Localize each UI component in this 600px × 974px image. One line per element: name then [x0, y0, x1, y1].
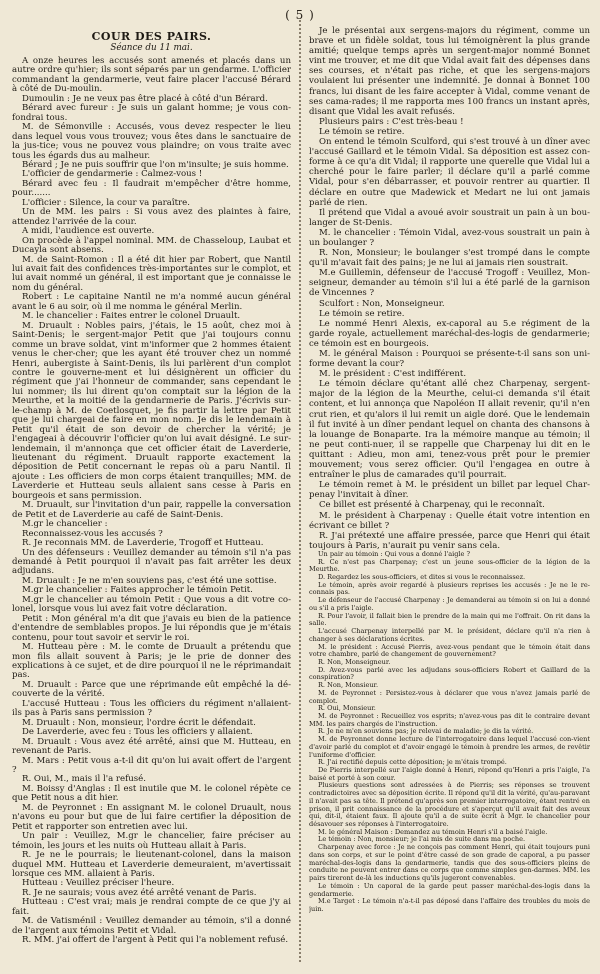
paragraph: L'officier de gendarmerie : Calmez-vous !: [22, 169, 203, 180]
paragraph: Un pair : Veuillez, M.gr le chancelier, faire préciser au témoin, les jours et les nuits où Hutteau allait à Paris.: [12, 831, 291, 851]
paragraph: M.gr le chancelier : Faites approcher le témoin Petit.: [22, 585, 253, 596]
paragraph: M. Hutteau père : M. le comte de Druault a prétendu que mon fils allait souvent à Paris; je le prie de donner des explications à ce sujet, et de dire pourquoi il ne le réprimandait pas.: [12, 642, 291, 681]
paragraph: M. le chancelier : Faites entrer le colonel Druault.: [22, 311, 241, 322]
paragraph: Le témoin : Non, monsieur; je l'ai mis de suite dans ma poche.: [318, 835, 526, 844]
paragraph: Le témoin : Un caporal de la garde peut passer maréchal-des-logis dans la gendarmerie.: [309, 881, 590, 898]
section-title: COUR DES PAIRS.: [91, 30, 212, 43]
paragraph: M. Druault, sur l'invitation d'un pair, rappelle la conversation de Petit et de Laverderie au café de Saint-Denis.: [12, 500, 291, 520]
paragraph: Petit : Mon général m'a dit que j'avais eu bien de la patience d'entendre de semblables propos. Je lui répondis que je m'étais contenu, pour tout savoir et servir le roi.: [12, 613, 291, 643]
paragraph: Un de MM. les pairs : Si vous avez des plaintes à faire, attendez l'arrivée de la cour.: [12, 207, 291, 227]
paragraph: M. de Peyronnet donne lecture de l'interrogatoire dans lequel l'accusé con-vient d'avoir parlé du complot et d'avoir engagé le témoin à prendre les armes, de revêtir l'uniforme d'officier.: [309, 735, 590, 759]
paragraph: Reconnaissez-vous les accusés ?: [22, 528, 163, 539]
paragraph: M. de Peyronnet : Recueillez vos esprits; n'avez-vous pas dit le contraire devant MM. les pairs chargés de l'instruction.: [309, 711, 590, 728]
paragraph: R. Je ne m'en souviens pas; je relevai de maladie; je dis la vérité.: [318, 727, 534, 736]
paragraph: Sculfort : Non, Monseigneur.: [319, 298, 445, 309]
paragraph: M. le chancelier : Témoin Vidal, avez-vous soustrait un pain à un boulanger ?: [309, 227, 590, 248]
paragraph: On procède à l'appel nominal. MM. de Chasseloup, Laubat et Ducayla sont absens.: [12, 235, 291, 256]
paragraph: M. Druault : Je ne m'en souviens pas, c'est été une sottise.: [22, 575, 277, 586]
page-number: ( 5 ): [285, 8, 315, 22]
paragraph: R. MM. j'ai offert de l'argent à Petit qui l'a noblement refusé.: [22, 935, 289, 946]
paragraph: M. Druault : Parce que une réprimande eût empêché la dé-couverte de la vérité.: [12, 679, 291, 700]
left-column: [12, 26, 291, 964]
paragraph: Le témoin, après avoir regardé à plusieurs reprises les accusés : Je ne le re-connais pas.: [309, 580, 590, 597]
paragraph: De Pierris interpellé sur l'aigle donné à Henri, répond qu'Henri a pris l'aigle, l'a baisé et porté à son cœur.: [309, 766, 590, 782]
paragraph: Un pair au témoin : Qui vous a donné l'aigle ?: [318, 549, 470, 558]
paragraph: A onze heures les accusés sont amenés et placés dans un autre ordre qu'hier; ils sont séparés par un gendarme. L'officier commandant la gendarmerie, veut faire placer l'accusé Bérard à côté de Du-moulin.: [12, 56, 291, 95]
paragraph: M. de Vatisménil : Veuillez demander au témoin, s'il a donné de l'argent aux témoins Petit et Vidal.: [12, 916, 291, 936]
paragraph: Le témoin remet à M. le président un billet par lequel Char-penay l'invitait à dîner.: [309, 480, 590, 501]
paragraph: R. Non, Monseigneur.: [318, 657, 391, 666]
paragraph: Le nommé Henri Alexis, ex-caporal au 5.e régiment de la garde royale, actuellement maréchal-des-logis de gendarmerie; ce témoin est en bourgeois.: [309, 318, 590, 349]
paragraph: M. de Peyronnet : En assignant M. le colonel Druault, nous n'avons eu pour but que de lui faire certifier la déposition de Petit et rapporter son entretien avec lui.: [12, 802, 291, 832]
paragraph: M. Boissy d'Anglas : Il est inutile que M. le colonel répète ce que Petit nous a dit hier.: [12, 783, 291, 804]
right-column-text: [309, 26, 590, 551]
paragraph: De Laverderie, avec feu : Tous les officiers y allaient.: [22, 727, 253, 738]
paragraph: M. le président à Charpenay : Quelle était votre intention en écrivant ce billet ?: [309, 510, 590, 531]
paragraph: Hutteau : Veuillez préciser l'heure.: [22, 878, 175, 889]
section-subtitle: Séance du 11 mai.: [110, 43, 193, 53]
paragraph: Charpenay avec force : Je ne conçois pas comment Henri, qui était toujours puni dans son corps, et sur le point d'être cassé de son grade de caporal, a pu passer maréchal-des-logis dans la gendarmerie, tandis que des sous-officiers pleins de conduite ne peuvent entrer dans ce corps que comme simples gen-darmes. MM. les pairs tireront de-là les inductions qu'ils jugeront convenables.: [309, 843, 590, 883]
paragraph: R. Je ne le pourrais; le lieutenant-colonel, dans la maison duquel MM. Hutteau et Laverderie demeuraient, m'avertissait lorsque ces MM. allaient à Paris.: [12, 850, 291, 879]
paragraph: R. J'ai prétexté une affaire pressée, parce que Henri qui était toujours à Paris, n'aurait pu venir sans cela.: [309, 530, 590, 551]
paragraph: Robert : Le capitaine Nantil ne m'a nommé aucun général avant le 6 au soir, où il me nomma le général Merlin.: [12, 292, 291, 312]
paragraph: Bérard avec fureur : Je suis un galant homme; je vous con-fondrai tous.: [12, 103, 291, 123]
paragraph: Il prétend que Vidal a avoué avoir soustrait un pain à un bou-langer de St-Denis.: [309, 207, 590, 228]
paragraph: R. Je ne saurais; vous avez été arrêté venant de Paris.: [22, 887, 257, 898]
paragraph: M. Druault : Vous avez été arrêté, ainsi que M. Hutteau, en revenant de Paris.: [12, 736, 291, 757]
paragraph: R. Je reconnais MM. de Laverderie, Trogoff et Hutteau.: [22, 538, 264, 549]
paragraph: A midi, l'audience est ouverte.: [22, 226, 155, 237]
paragraph: Plusieurs questions sont adressées à de Pierris; ses réponses se trouvent contradictoires avec sa déposition écrite. Il répond qu'il dit la vérité, qu'au-paravant il n'avait pas sa tête. Il prétend qu'après son premier interrogatoire, étant rentré en prison, il prit connaissance de la procédure et s'aperçut qu'il avait fait des aveux qui, dit-il, étaient faux. Il ajoute qu'il a de suite écrit à Mgr. le chancelier pour désavouer ses réponses à l'interrogatoire.: [309, 781, 590, 829]
paragraph: M.e Target : Le témoin n'a-t-il pas déposé dans l'affaire des troubles du mois de juin.: [309, 897, 590, 913]
paragraph: Un des défenseurs : Veuillez demander au témoin s'il n'a pas demandé à Petit pourquoi il n'avait pas fait arrêter les deux adjudans.: [12, 547, 291, 577]
paragraph: L'accusé Hutteau : Tous les officiers du régiment n'allaient-ils pas à Paris sans permission ?: [12, 698, 291, 719]
paragraph: M. de Sémonville : Accusés, vous devez respecter le lieu dans lequel vous vous trouvez; vous êtes dans le sanctuaire de la jus-tice; vous ne pouvez vous plaindre; on vous traite avec tous les égards dus au malheur.: [12, 122, 291, 161]
paragraph: Le témoin se retire.: [319, 308, 405, 319]
paragraph: M. de Peyronnet : Persistez-vous à déclarer que vous n'avez jamais parlé de complot.: [309, 688, 590, 705]
paragraph: M. de Saint-Romon : Il a été dit hier par Robert, que Nantil lui avait fait des confidences très-importantes sur le complot, et lui avait nommé un général, il est important que je connaisse le nom du général.: [12, 254, 291, 293]
paragraph: R. Oui, M., mais il l'a refusé.: [22, 774, 146, 785]
paragraph: D. Regardez les sous-officiers, et dites si vous le reconnaissez.: [318, 573, 526, 582]
paragraph: Le défenseur de l'accusé Charpenay : Je demanderai au témoin si on lui a donné ou s'il a pris l'aigle.: [309, 596, 590, 612]
paragraph: R. Non, Monsieur.: [318, 681, 379, 690]
paragraph: Je le présentai aux sergens-majors du régiment, comme un brave et un fidèle soldat, tous lui témoignèrent la plus grande amitié; quelque temps après un sergent-major nommé Bonnet vint me trouver, et me dit que Vidal avait fait des dépenses dans ses courses, et n'était pas riche, et que les sergens-majors voulaient lui présenter une indemnité. Je donnai à Bonnet 100 francs, lui disant de les faire accepter à Vidal, comme venant de ses cama-rades; il me rapporta mes 100 francs un instant après, disant que Vidal les avait refusés.: [309, 26, 590, 117]
paragraph: L'officier : Silence, la cour va paraître.: [22, 197, 190, 208]
paragraph: Ce billet est présenté à Charpenay, qui le reconnaît.: [319, 500, 545, 511]
right-column: [309, 26, 590, 964]
paragraph: M. le général Maison : Demandez au témoin Henri s'il a baisé l'aigle.: [318, 827, 548, 836]
paragraph: M. le général Maison : Pourquoi se présente-t-il sans son uni-forme devant la cour?: [309, 349, 590, 370]
paragraph: Plusieurs pairs : C'est très-beau !: [319, 116, 464, 127]
paragraph: R. Non, Monsieur; le boulanger s'est trompé dans le compte qu'il m'avait fait des pains; je ne lui ai jamais rien soustrait.: [309, 248, 590, 269]
paragraph: R. Oui, Monsieur.: [318, 704, 376, 713]
paragraph: Dumoulin : Je ne veux pas être placé à côté d'un Bérard.: [22, 93, 268, 104]
paragraph: M. Druault : Nobles pairs, j'étais, le 15 août, chez moi à Saint-Denis; le sergent-major Petit que j'ai toujours connu comme un brave soldat, vint m'informer que 2 hommes étaient venus le cher-cher; que les ayant été trouver chez un nommé Henri, aubergiste à Saint-Denis, ils lui parlèrent d'un complot contre le gouverne-ment et lui désignèrent un officier du régiment que j'ai l'honneur de commander, sans cependant le lui nommer; ils lui dirent qu'on comptait sur la légion de la Meurthe, et la moitié de la gendarmerie de Paris. J'écrivis sur-le-champ à M. de Coetlosquet, je fis partir la lettre par Petit que je lui chargeai de faire en mon nom. Je dis le lendemain à Petit qu'il était de son devoir de chercher la vérité; je l'engageai à découvrir l'officier qu'on lui avait désigné. Le sur-lendemain, il m'annonça que cet officier était de Laverderie, lieutenant du régiment. Druault rapporte exactement la déposition de Petit concernant le repas où a paru Nantil. Il ajoute : Les officiers de mon corps étaient tranquilles; MM. de Laverderie et Hutteau seuls allaient sans cesse à Paris en bourgeois et sans permission.: [12, 320, 291, 501]
paragraph: M. le président : C'est indifférent.: [319, 369, 467, 380]
paragraph: R. Pour l'avoir, il fallait bien le prendre de la main qui me l'offrait. On rit dans la salle.: [309, 611, 590, 628]
paragraph: Bérard ; Je ne puis souffrir que l'on m'insulte; je suis homme.: [22, 159, 289, 170]
paragraph: Hutteau : C'est vrai; mais je rendrai compte de ce que j'y ai fait.: [12, 897, 291, 917]
paragraph: M.e Guillemin, défenseur de l'accusé Trogoff : Veuillez, Mon-seigneur, demander au témoin s'il lui a été parlé de la garnison de Vincennes ?: [309, 268, 590, 299]
paragraph: D. Avez-vous parlé avec les adjudans sous-officiers Robert et Gaillard de la conspiration?: [309, 665, 590, 682]
column-divider: [299, 20, 301, 962]
paragraph: M. Mars : Petit vous a-t-il dit qu'on lui avait offert de l'argent ?: [12, 755, 291, 775]
paragraph: Le témoin déclare qu'étant allé chez Charpenay, sergent-major de la légion de la Meurthe, celui-ci demanda s'il était content, et lui annonça que Napoléon II allait revenir, qu'il n'en crut rien, et qu'alors il lui remit un aigle doré. Que le lendemain il fut invité à un dîner pendant lequel on chanta des chansons à la louange de Bonaparte. Ira la mémoire manque au témoin; il ne peut conti-nuer, il se rappelle que Charpenay lui dit en le quittant : Adieu, mon ami, tenez-vous prêt pour le premier mouvement; vous serez officier. Qu'il l'engagea en outre à entraîner le plus de camarades qu'il pourrait.: [309, 379, 590, 481]
paragraph: M. le président : Accusé Pierris, avez-vous pendant que le témoin était dans votre chambre, parlé de changement de gouvernement?: [309, 642, 590, 659]
paragraph: L'accusé Charpenay interpellé par M. le président, déclare qu'il n'a rien à changer à ses déclarations écrites.: [309, 627, 590, 643]
paragraph: M.gr le chancelier :: [22, 519, 108, 530]
paragraph: On entend le témoin Sculford, qui s'est trouvé à un dîner avec l'accusé Gaillard et le témoin Vidal. Sa déposition est assez con-forme à ce qu'a dit Vidal; il rapporte une querelle que Vidal lui a cherché pour le faire parler; il déclare qu'il a parlé comme Vidal, pour s'en débarrasser, et pouvoir rentrer au quartier. Il déclare en outre que Madewick et Medart ne lui ont jamais parlé de rien.: [309, 137, 590, 208]
paragraph: Bérard avec feu : Il faudrait m'empêcher d'être homme, pour.......: [12, 178, 291, 199]
right-column-small-text: [309, 551, 590, 914]
paragraph: M. Druault : Non, monsieur, l'ordre écrit le défendait.: [22, 717, 256, 728]
left-column-text: [12, 57, 291, 946]
paragraph: R. Ce n'est pas Charpenay; c'est un jeune sous-officier de la légion de la Meurthe.: [309, 557, 590, 574]
paragraph: M.gr le chancelier au témoin Petit : Que vous a dit votre co-lonel, lorsque vous lui avez fait votre déclaration.: [12, 594, 291, 615]
paragraph: Le témoin se retire.: [319, 126, 405, 137]
paragraph: R. J'ai rectifié depuis cette déposition; je m'étais trompé.: [318, 758, 507, 767]
